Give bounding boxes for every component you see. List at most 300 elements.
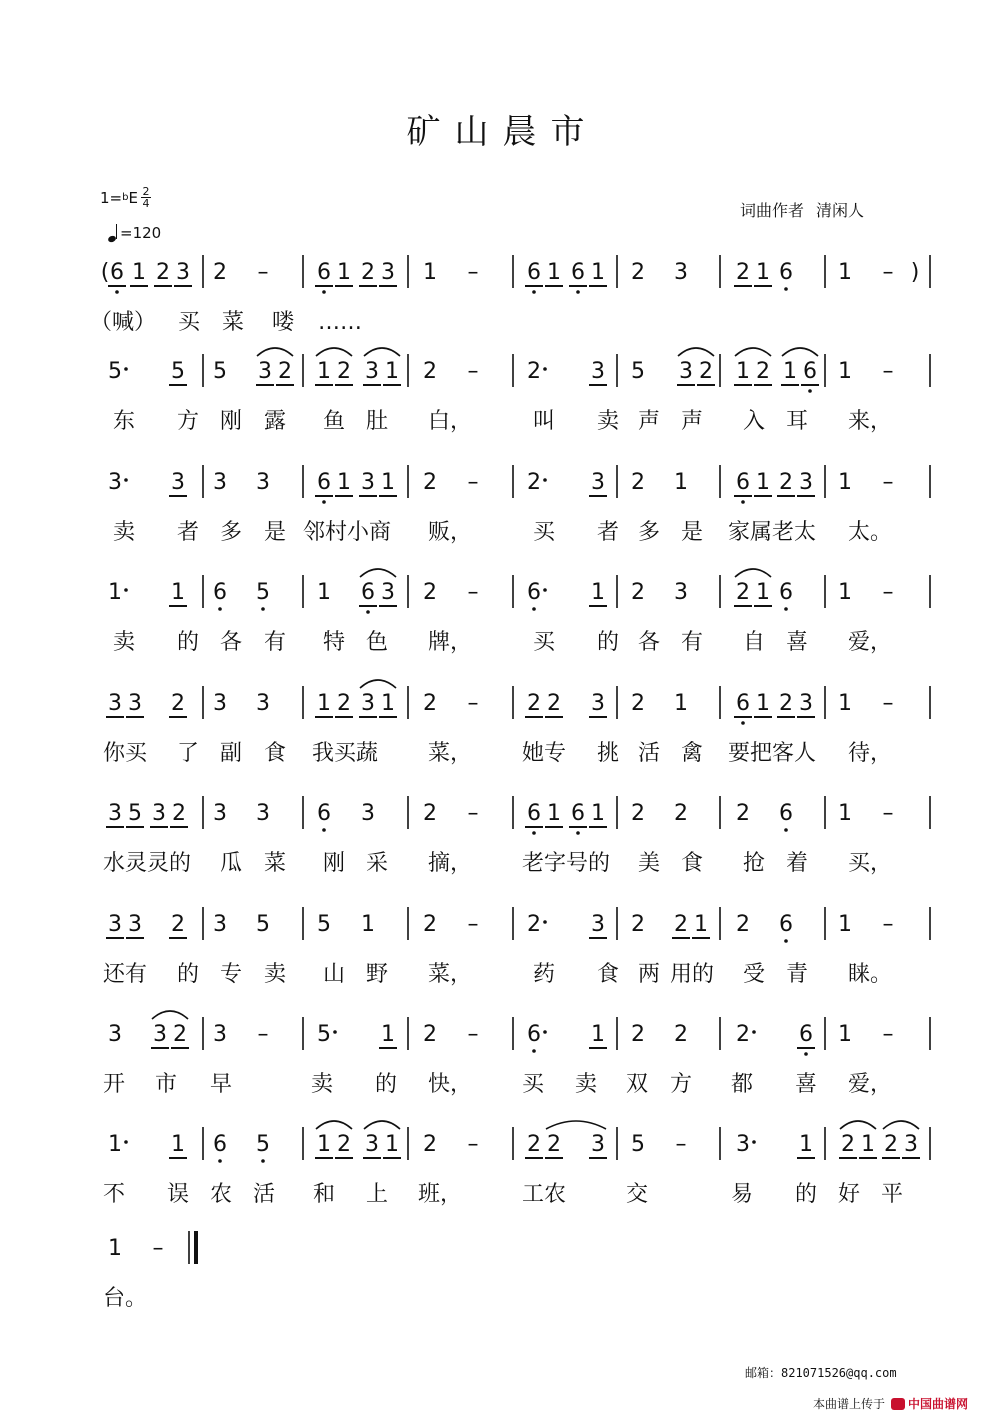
note: 3 [128, 691, 142, 716]
note: 1 [108, 1236, 122, 1261]
note: 6 [317, 801, 331, 826]
lyric: 卖 [113, 630, 136, 655]
footer-upload [813, 1395, 968, 1412]
lyric: 食 [681, 851, 704, 876]
note: 3 [591, 470, 605, 495]
key-prefix: 1= [100, 188, 123, 207]
note: – [467, 1132, 479, 1157]
note: 1 [591, 260, 605, 285]
note: 2 [756, 359, 770, 384]
lyric: 野 [366, 962, 389, 987]
note: 1 [381, 470, 395, 495]
note: 1 [317, 691, 331, 716]
note: – [152, 1236, 164, 1261]
lyric: 买 [533, 630, 556, 655]
lyric: 多 [638, 520, 661, 545]
lyric: 是 [681, 520, 704, 545]
lyric: 不 [103, 1182, 126, 1207]
lower-octave-dot [261, 1159, 265, 1163]
slur [152, 1011, 188, 1019]
note: 1 [171, 580, 185, 605]
augmentation-dot [333, 1030, 337, 1034]
note: 5 [108, 359, 122, 384]
lyric: 者 [177, 520, 200, 545]
lyric: 买， [848, 851, 893, 876]
lyric: 误 [167, 1182, 190, 1207]
lyric: 的 [597, 630, 620, 655]
lyric: 来， [848, 409, 893, 434]
note: 1 [591, 580, 605, 605]
note: 2 [736, 801, 750, 826]
lyric: 青 [786, 962, 809, 987]
lyric: 贩， [428, 520, 473, 545]
lyric: 农 [210, 1182, 233, 1207]
note: 1 [838, 801, 852, 826]
note: 3 [799, 470, 813, 495]
note: – [467, 1022, 479, 1047]
note: 2 [841, 1132, 855, 1157]
time-numerator: 2 [142, 185, 150, 198]
lyric: 的 [795, 1182, 818, 1207]
note: 1 [838, 260, 852, 285]
note: 2 [278, 359, 292, 384]
note: 2 [527, 691, 541, 716]
note: ) [910, 260, 920, 285]
lyric: 开 [103, 1072, 126, 1097]
note: 6 [527, 580, 541, 605]
note: 5 [256, 1132, 270, 1157]
note: 2 [631, 912, 645, 937]
slur [782, 348, 818, 356]
note: 1 [799, 1132, 813, 1157]
note: 1 [171, 1132, 185, 1157]
lower-octave-dot [322, 290, 326, 294]
lyric: 鱼 [323, 409, 346, 434]
note: 2 [423, 359, 437, 384]
note: 2 [423, 801, 437, 826]
note: 2 [527, 359, 541, 384]
lyric: 邻村小商 [303, 520, 392, 545]
note: 6 [779, 260, 793, 285]
note: 2 [674, 912, 688, 937]
note: 2 [337, 691, 351, 716]
lyric: 都 [731, 1072, 754, 1097]
key-note: E [128, 188, 138, 207]
note: 3 [591, 1132, 605, 1157]
lyric: 受 [743, 962, 766, 987]
note: 3 [591, 691, 605, 716]
note: 3 [361, 691, 375, 716]
lyric: 耳 [786, 409, 809, 434]
lyric: 爱， [848, 630, 893, 655]
lyric: 喜 [786, 630, 809, 655]
lower-octave-dot [322, 500, 326, 504]
note: 3 [674, 580, 688, 605]
lyric: 买 [178, 310, 201, 335]
note: 2 [172, 801, 186, 826]
lyric: 刚 [220, 409, 243, 434]
note: 2 [527, 912, 541, 937]
note: – [257, 260, 269, 285]
lyric: 工农 [522, 1182, 567, 1207]
note: – [467, 470, 479, 495]
lyric: 食 [264, 741, 287, 766]
note: 2 [171, 912, 185, 937]
lyric: 和 [313, 1182, 336, 1207]
note: 3 [256, 470, 270, 495]
note: – [467, 359, 479, 384]
note: 2 [423, 691, 437, 716]
note: 2 [527, 470, 541, 495]
note: 1 [385, 359, 399, 384]
lyric: 专 [220, 962, 243, 987]
note: 1 [861, 1132, 875, 1157]
lyric: 台。 [103, 1286, 148, 1311]
note: 2 [337, 359, 351, 384]
lyric: 东 [113, 409, 136, 434]
note: 1 [132, 260, 146, 285]
note: – [882, 260, 894, 285]
lyric: 的 [177, 630, 200, 655]
note: 3 [108, 691, 122, 716]
note: 1 [381, 691, 395, 716]
lower-octave-dot [532, 290, 536, 294]
note: 2 [527, 1132, 541, 1157]
note: 1 [756, 580, 770, 605]
lower-octave-dot [115, 290, 119, 294]
note: 6 [736, 470, 750, 495]
augmentation-dot [752, 1140, 756, 1144]
note: 2 [361, 260, 375, 285]
note: 1 [838, 470, 852, 495]
note: 2 [779, 470, 793, 495]
lyric: 药 [533, 962, 556, 987]
note: – [467, 912, 479, 937]
note: 3 [213, 691, 227, 716]
site-logo-icon [891, 1398, 905, 1410]
lower-octave-dot [808, 389, 812, 393]
lyric: 禽 [681, 741, 704, 766]
note: 3 [381, 580, 395, 605]
lyric: 声 [638, 409, 661, 434]
note: 3 [171, 470, 185, 495]
lyric: 瓜 [220, 851, 243, 876]
note: 3 [152, 801, 166, 826]
note: 2 [337, 1132, 351, 1157]
note: – [882, 359, 894, 384]
lyric: 双 [626, 1072, 649, 1097]
note: 2 [699, 359, 713, 384]
lyric: 活 [638, 741, 661, 766]
note: 1 [108, 1132, 122, 1157]
lyric: 好 [838, 1182, 861, 1207]
note: 2 [736, 260, 750, 285]
note: 6 [571, 260, 585, 285]
note: 1 [361, 912, 375, 937]
lower-octave-dot [784, 939, 788, 943]
slur [316, 1121, 352, 1129]
lyric: …… [318, 310, 362, 335]
note: – [882, 580, 894, 605]
lyric: 副 [220, 741, 243, 766]
lyric: 的 [177, 962, 200, 987]
lower-octave-dot [804, 1052, 808, 1056]
lyric: 班， [418, 1182, 463, 1207]
flat-sign: b [122, 192, 129, 203]
lyric: 卖 [311, 1072, 334, 1097]
note: 2 [213, 260, 227, 285]
lyric: 市 [155, 1072, 178, 1097]
slur [546, 1121, 606, 1129]
lyric: 者 [597, 520, 620, 545]
slur [316, 348, 352, 356]
slur [678, 348, 714, 356]
lyric: 喜 [795, 1072, 818, 1097]
lyric: 菜 [222, 310, 245, 335]
note: 3 [679, 359, 693, 384]
augmentation-dot [543, 478, 547, 482]
lyric: 还有 [103, 962, 148, 987]
note: 3 [591, 359, 605, 384]
note: 1 [381, 1022, 395, 1047]
lyric: 着 [786, 851, 809, 876]
slur [364, 348, 400, 356]
note: 2 [631, 801, 645, 826]
note: 5 [213, 359, 227, 384]
lower-octave-dot [532, 831, 536, 835]
lyric: 易 [731, 1182, 754, 1207]
note: 2 [547, 1132, 561, 1157]
note: 6 [110, 260, 124, 285]
note: – [467, 260, 479, 285]
lyric: 方 [177, 409, 200, 434]
augmentation-dot [124, 1140, 128, 1144]
augmentation-dot [543, 588, 547, 592]
note: 2 [156, 260, 170, 285]
slur [883, 1121, 919, 1129]
note: 6 [779, 580, 793, 605]
lyric: 卖 [264, 962, 287, 987]
note: 2 [423, 470, 437, 495]
note: – [467, 691, 479, 716]
lower-octave-dot [784, 828, 788, 832]
lyric: 老字号的 [522, 851, 611, 876]
note: 3 [176, 260, 190, 285]
lyric: 肚 [366, 409, 389, 434]
note: 1 [385, 1132, 399, 1157]
note: 1 [337, 470, 351, 495]
note: 6 [527, 260, 541, 285]
note: 5 [631, 359, 645, 384]
slur [840, 1121, 876, 1129]
lyric: 是 [264, 520, 287, 545]
slur [360, 569, 396, 577]
lyric: 自 [743, 630, 766, 655]
slur [735, 569, 771, 577]
note: 1 [108, 580, 122, 605]
note: 3 [108, 912, 122, 937]
note: 3 [361, 470, 375, 495]
lower-octave-dot [532, 607, 536, 611]
note: 1 [317, 1132, 331, 1157]
note: 1 [694, 912, 708, 937]
note: 3 [736, 1132, 750, 1157]
credit-label: 词曲作者 [740, 201, 805, 220]
note: 6 [571, 801, 585, 826]
lyric: 菜， [428, 962, 473, 987]
lyric: 挑 [597, 741, 620, 766]
note: 2 [171, 691, 185, 716]
credit-name: 清闲人 [816, 201, 865, 220]
lyric: 菜 [264, 851, 287, 876]
slur [735, 348, 771, 356]
lyric: 你买 [103, 741, 148, 766]
lyric: 露 [264, 409, 287, 434]
note: 1 [838, 580, 852, 605]
note: – [882, 470, 894, 495]
lower-octave-dot [366, 610, 370, 614]
lower-octave-dot [576, 831, 580, 835]
note: 3 [108, 801, 122, 826]
lyric: 有 [264, 630, 287, 655]
note: 5 [256, 912, 270, 937]
note: – [882, 1022, 894, 1047]
note: 3 [108, 470, 122, 495]
lyric: 买 [533, 520, 556, 545]
note: 1 [756, 470, 770, 495]
note: 1 [783, 359, 797, 384]
note: 1 [756, 691, 770, 716]
lower-octave-dot [218, 1159, 222, 1163]
lower-octave-dot [322, 828, 326, 832]
note: 6 [213, 1132, 227, 1157]
lyric: 采 [366, 851, 389, 876]
note: 2 [736, 1022, 750, 1047]
note: 1 [423, 260, 437, 285]
slur [364, 1121, 400, 1129]
note: 6 [736, 691, 750, 716]
note: 2 [779, 691, 793, 716]
lyric: 入 [743, 409, 766, 434]
note: 2 [631, 1022, 645, 1047]
note: 5 [171, 359, 185, 384]
lyric: 卖 [575, 1072, 598, 1097]
lyric: 我买蔬 [312, 741, 379, 766]
note: 6 [361, 580, 375, 605]
lower-octave-dot [218, 607, 222, 611]
lyric: 水灵灵的 [103, 851, 192, 876]
note: 1 [591, 1022, 605, 1047]
lower-octave-dot [576, 290, 580, 294]
note: 3 [365, 1132, 379, 1157]
time-denominator: 4 [142, 197, 150, 210]
lyric: 要把客人 [728, 741, 817, 766]
note: 2 [736, 912, 750, 937]
note: – [467, 801, 479, 826]
lyric: 牌， [428, 630, 473, 655]
lower-octave-dot [261, 607, 265, 611]
note: 2 [423, 912, 437, 937]
note: 6 [779, 801, 793, 826]
note: 2 [631, 470, 645, 495]
note: 6 [799, 1022, 813, 1047]
augmentation-dot [752, 1030, 756, 1034]
augmentation-dot [124, 478, 128, 482]
lyric: 平 [881, 1182, 904, 1207]
note: – [882, 801, 894, 826]
note: – [882, 912, 894, 937]
lyric: 色 [366, 630, 389, 655]
note: 5 [128, 801, 142, 826]
note: 3 [365, 359, 379, 384]
lyric: 各 [220, 630, 243, 655]
note: 6 [317, 470, 331, 495]
note: 1 [547, 260, 561, 285]
note: 3 [591, 912, 605, 937]
lyric: 食 [597, 962, 620, 987]
lyric: 太。 [848, 520, 893, 545]
footer-email: 邮箱：821071526@qq.com [745, 1366, 897, 1380]
slur [257, 348, 293, 356]
lyric: 卖 [113, 520, 136, 545]
note: 5 [631, 1132, 645, 1157]
note: – [882, 691, 894, 716]
lyric: 方 [670, 1072, 693, 1097]
lyric: 买 [522, 1072, 545, 1097]
note: 3 [258, 359, 272, 384]
note: 1 [317, 580, 331, 605]
lower-octave-dot [532, 1049, 536, 1053]
lyric: 声 [681, 409, 704, 434]
lyric: 美 [638, 851, 661, 876]
note: 3 [256, 691, 270, 716]
lyric: 交 [626, 1182, 649, 1207]
note: 6 [779, 912, 793, 937]
lyric: 爱， [848, 1072, 893, 1097]
note: 1 [838, 359, 852, 384]
lyric: 快， [428, 1072, 473, 1097]
lyric: 喽 [272, 310, 295, 335]
lyric: 菜， [428, 741, 473, 766]
note: 2 [674, 1022, 688, 1047]
note: 2 [631, 691, 645, 716]
augmentation-dot [124, 367, 128, 371]
note: 3 [381, 260, 395, 285]
lyric: 她专 [522, 741, 567, 766]
lyric: 活 [253, 1182, 276, 1207]
note: 2 [884, 1132, 898, 1157]
augmentation-dot [543, 1030, 547, 1034]
lyric: 用的 [670, 962, 715, 987]
note: 3 [256, 801, 270, 826]
upload-label: 本曲谱上传于 [813, 1397, 886, 1411]
note: 1 [674, 691, 688, 716]
note: 1 [337, 260, 351, 285]
augmentation-dot [543, 367, 547, 371]
note: ( [100, 260, 110, 285]
lyric: 的 [375, 1072, 398, 1097]
note: 2 [173, 1022, 187, 1047]
lyric: （喊） [90, 310, 157, 335]
note: 3 [361, 801, 375, 826]
note: 3 [213, 470, 227, 495]
note: 3 [674, 260, 688, 285]
note: 2 [631, 580, 645, 605]
note: 1 [838, 1022, 852, 1047]
note: 6 [213, 580, 227, 605]
lyric: 家属老太 [728, 520, 817, 545]
note: 3 [128, 912, 142, 937]
